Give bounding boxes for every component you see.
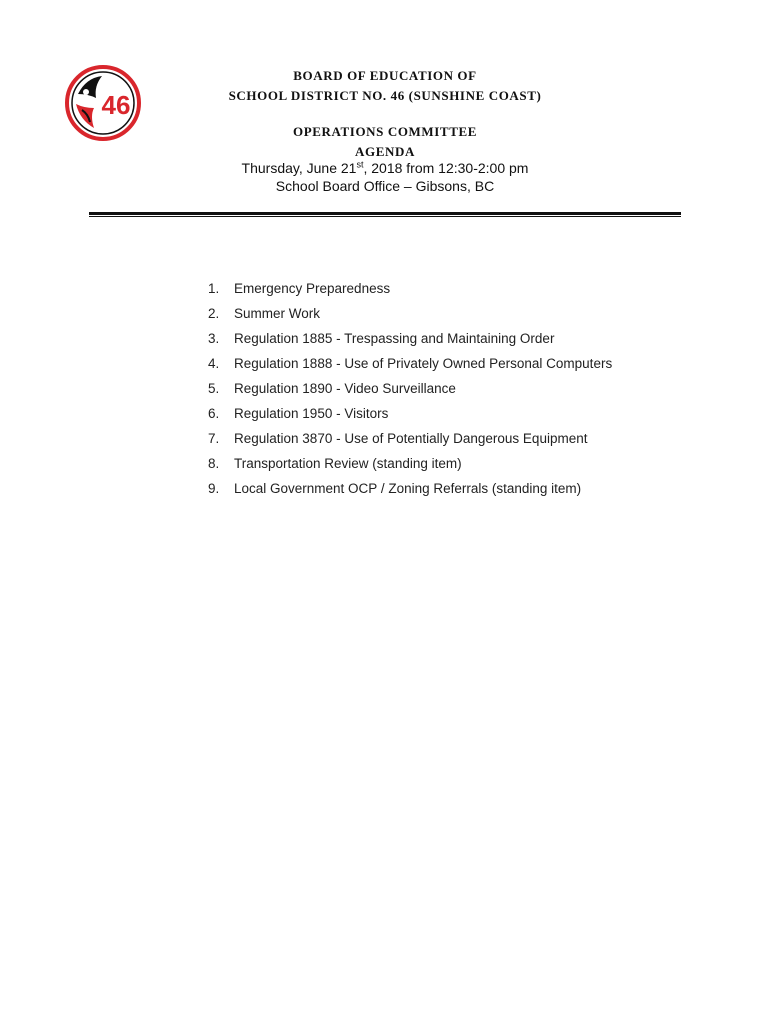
agenda-item [208,455,612,480]
meeting-date-suffix: , 2018 from 12:30-2:00 pm [363,160,529,176]
agenda-item [208,480,612,505]
agenda-item-number: 1. [208,281,220,296]
board-heading: BOARD OF EDUCATION OF [293,68,477,83]
agenda-item-number: 3. [208,331,220,346]
agenda-item [208,405,612,430]
district-heading: SCHOOL DISTRICT NO. 46 (SUNSHINE COAST) [228,88,542,103]
committee-heading: OPERATIONS COMMITTEE [292,124,478,139]
meeting-date-prefix: Thursday, June 21 [241,160,357,176]
meeting-location: School Board Office – Gibsons, BC [275,178,495,194]
district-46-emblem-icon [64,64,142,142]
school-district-logo [64,64,142,142]
header-divider-thick [89,212,681,215]
meeting-date [170,158,600,178]
agenda-item-text: Regulation 1888 - Use of Privately Owned Personal Computers [234,356,613,371]
agenda-item-text: Emergency Preparedness [234,281,391,296]
agenda-item-text: Summer Work [234,306,321,321]
agenda-item [208,430,612,455]
agenda-list [208,280,612,505]
agenda-item-number: 9. [208,481,220,496]
agenda-item-text: Local Government OCP / Zoning Referrals (standing item) [234,481,582,496]
agenda-item-number: 7. [208,431,220,446]
agenda-item [208,380,612,405]
agenda-item [208,355,612,380]
svg-text:46: 46 [101,90,131,120]
agenda-item-number: 5. [208,381,220,396]
header-divider-thin [89,216,681,217]
agenda-heading: AGENDA [355,144,415,159]
agenda-item-text: Regulation 1885 - Trespassing and Maintaining Order [234,331,555,346]
agenda-item [208,330,612,355]
agenda-item-text: Regulation 1950 - Visitors [234,406,389,421]
agenda-item-number: 2. [208,306,220,321]
agenda-item-text: Regulation 1890 - Video Surveillance [234,381,456,396]
agenda-item-text: Regulation 3870 - Use of Potentially Dangerous Equipment [234,431,588,446]
agenda-item-text: Transportation Review (standing item) [234,456,462,471]
agenda-item [208,305,612,330]
meeting-date-ordinal: st [356,159,364,170]
agenda-item-number: 4. [208,356,220,371]
agenda-item-number: 6. [208,406,220,421]
agenda-item-number: 8. [208,456,220,471]
agenda-item [208,280,612,305]
